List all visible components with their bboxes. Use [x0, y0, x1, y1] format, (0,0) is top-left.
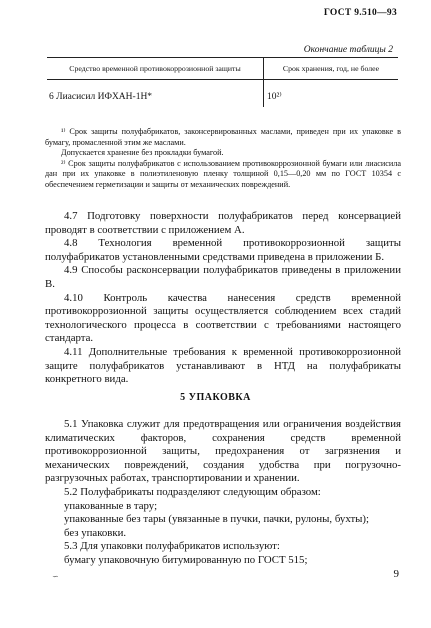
- storage-term-table: [47, 57, 398, 107]
- footnote-2: ²⁾ Срок защиты полуфабрикатов с использованием противокоррозионной бумаги или лиасисила дан при их упаковке в полиэтиленовую пленку толщиной 0,15—0,20 мм по ГОСТ 10354 с обеспечением герметизации и защиты от механических повреждений.: [45, 158, 401, 189]
- section-heading: 5 УПАКОВКА: [180, 392, 251, 403]
- paragraph-4-11: 4.11 Дополнительные требования к временной противокоррозионной защите полуфабрикатов устанавливают в НТД на полуфабрикаты конкретного вида.: [45, 345, 401, 386]
- standard-number: ГОСТ 9.510—93: [323, 8, 397, 18]
- list-item: без упаковки.: [64, 526, 127, 539]
- list-item: упакованные без тары (увязанные в пучки, пачки, рулоны, бухты);: [64, 513, 370, 526]
- table-continuation-label: Окончание таблицы 2: [303, 45, 393, 55]
- section-5-paragraphs: [45, 418, 401, 568]
- paragraph-5-3: 5.3 Для упаковки полуфабрикатов используют:: [64, 540, 280, 553]
- paragraph-4-7: 4.7 Подготовку поверхности полуфабрикатов перед консервацией проводят в соответствии с приложением А.: [45, 210, 401, 236]
- page-number: 9: [393, 568, 399, 580]
- table-footnotes: [45, 127, 401, 190]
- table-row: [47, 80, 398, 108]
- paragraph-4-8: 4.8 Технология временной противокоррозионной защиты полуфабрикатов установленными средствами приведена в приложении Б.: [45, 237, 401, 263]
- table-header-row: [47, 58, 398, 80]
- margin-mark: ∽: [52, 572, 59, 581]
- list-item: бумагу упаковочную битумированную по ГОСТ 515;: [64, 553, 308, 566]
- footnote-1: ¹⁾ Срок защиты полуфабрикатов, законсервированных маслами, приведен при их упаковке в бумагу, промасленной этим же маслами.: [45, 127, 401, 147]
- paragraph-5-2: 5.2 Полуфабрикаты подразделяют следующим образом:: [64, 485, 321, 498]
- paragraph-4-10: 4.10 Контроль качества нанесения средств временной противокоррозионной защиты осуществляется соблюдением всех стадий технологического процесса в соответствии с требованиями настоящего стандарта.: [45, 291, 401, 345]
- column-header-term: Срок хранения, год, не более: [264, 58, 399, 80]
- column-header-agent: Средство временной противокоррозионной защиты: [47, 58, 264, 80]
- footnote-1-addendum: Допускается хранение без прокладки бумагой.: [61, 148, 224, 157]
- paragraph-4-9: 4.9 Способы расконсервации полуфабрикатов приведены в приложении В.: [45, 264, 401, 290]
- list-item: упакованные в тару;: [64, 499, 158, 512]
- table-cell-agent: 6 Лиасисил ИФХАН-1Н*: [47, 80, 264, 108]
- table-cell-term: 10²⁾: [267, 92, 282, 103]
- paragraph-5-1: 5.1 Упаковка служит для предотвращения или ограничения воздействия климатических факторов, сохранения средств временной противокоррозионной защиты, предохранения от загрязнения и механических повреждений, создания удобства при погрузочно-разгрузочных работах, транспортировании и хранении.: [45, 418, 401, 485]
- section-4-paragraphs: [45, 210, 401, 387]
